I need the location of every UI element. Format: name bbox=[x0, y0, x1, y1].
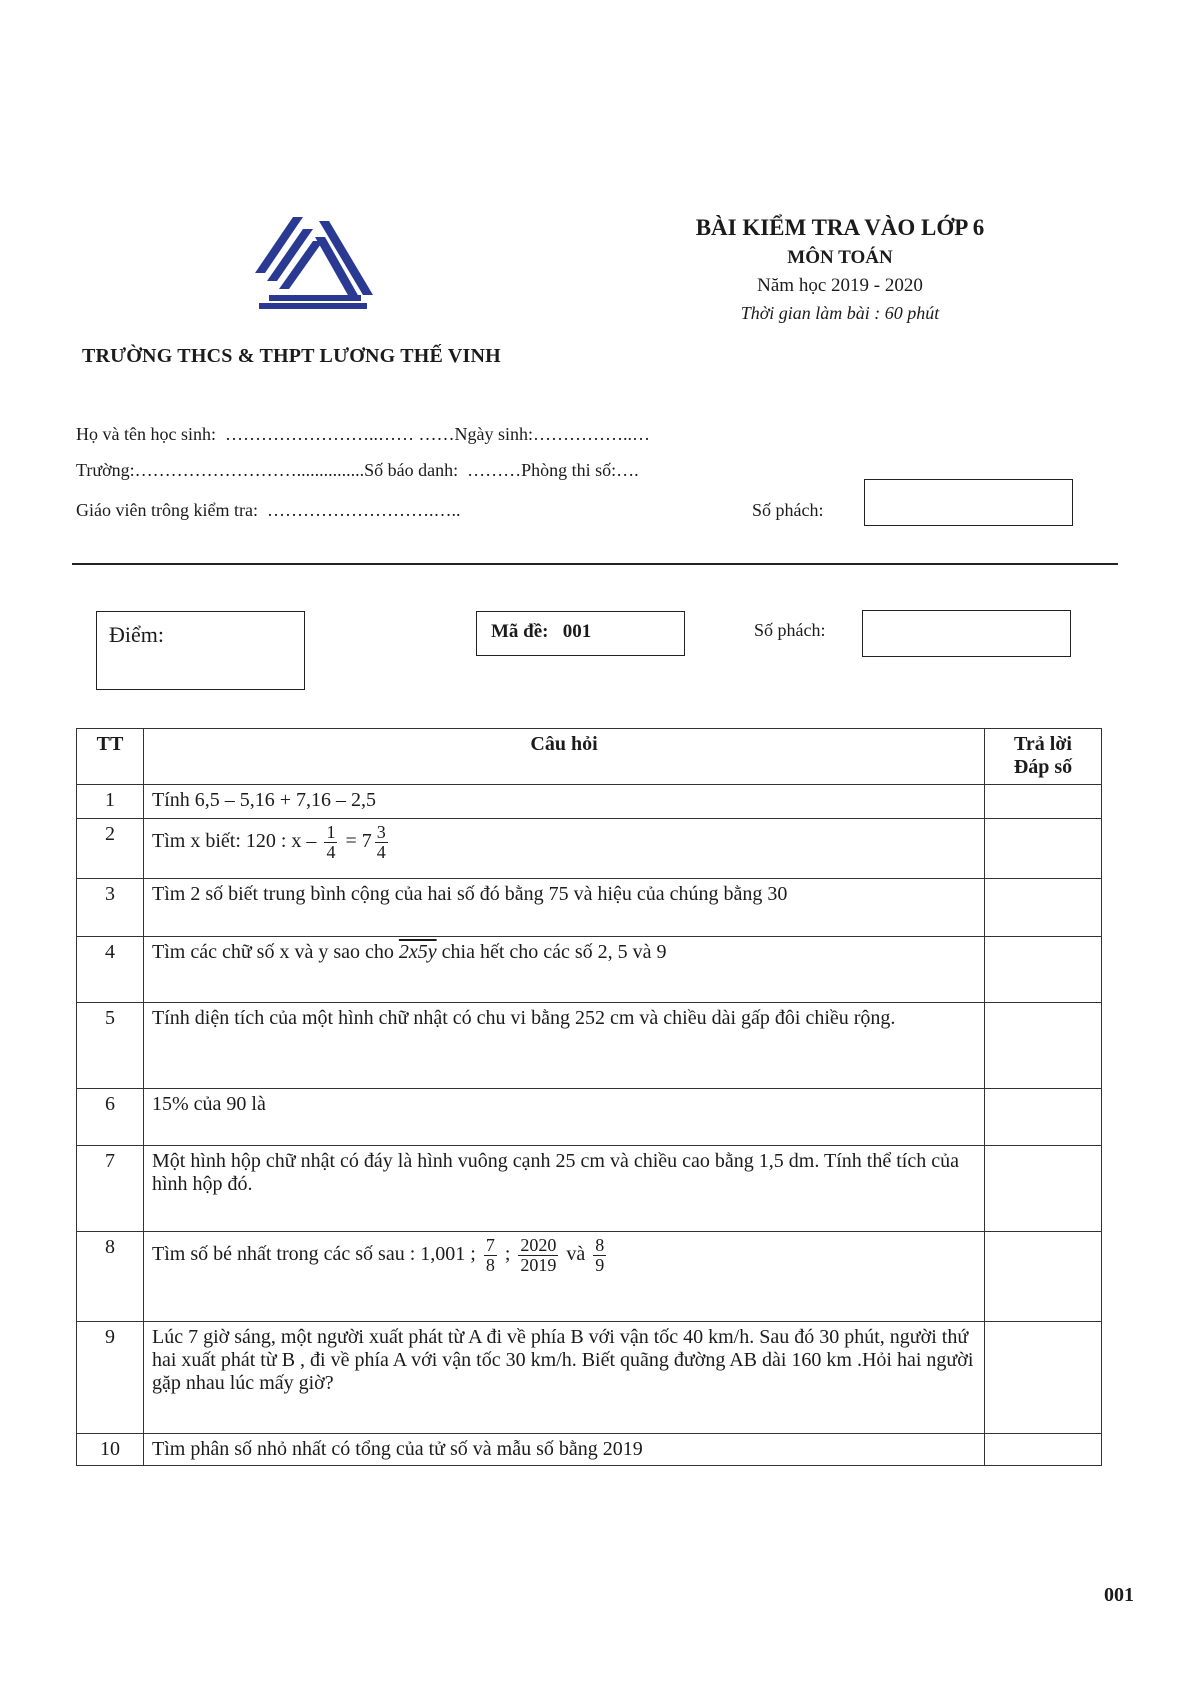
fraction bbox=[593, 1236, 606, 1275]
question-text bbox=[144, 819, 985, 879]
denominator: 4 bbox=[326, 841, 336, 862]
fraction bbox=[375, 823, 388, 862]
question-prefix: Tìm các chữ số x và y sao cho bbox=[152, 941, 394, 963]
row-number: 10 bbox=[77, 1434, 144, 1466]
student-name-line: Họ và tên học sinh: ……………………..…… ……Ngày sinh:……………..… bbox=[76, 424, 650, 444]
school-logo bbox=[255, 215, 375, 315]
separator: ; bbox=[504, 1242, 511, 1265]
so-phach-box-top[interactable] bbox=[864, 479, 1073, 526]
answer-cell[interactable] bbox=[985, 1003, 1102, 1089]
table-row bbox=[77, 937, 1102, 1003]
exam-title: BÀI KIỂM TRA VÀO LỚP 6 bbox=[695, 215, 985, 240]
denominator: 9 bbox=[595, 1254, 605, 1275]
fraction bbox=[324, 823, 337, 862]
question-text: Tính 6,5 – 5,16 + 7,16 – 2,5 bbox=[144, 785, 985, 819]
denominator: 2019 bbox=[520, 1254, 557, 1275]
numerator: 3 bbox=[376, 822, 386, 842]
table-row bbox=[77, 1089, 1102, 1146]
question-text bbox=[144, 1232, 985, 1322]
row-number: 1 bbox=[77, 785, 144, 819]
answer-cell[interactable] bbox=[985, 1322, 1102, 1434]
exam-code-label: Mã đề: bbox=[491, 621, 549, 642]
table-header-row bbox=[77, 729, 1102, 785]
answer-cell[interactable] bbox=[985, 785, 1102, 819]
denominator: 4 bbox=[376, 841, 386, 862]
question-text: Tính diện tích của một hình chữ nhật có chu vi bằng 252 cm và chiều dài gấp đôi chiều rộng. bbox=[144, 1003, 985, 1089]
school-line: Trường:………………………...............Số báo danh: ………Phòng thi số:…. bbox=[76, 460, 639, 480]
question-text: Tìm 2 số biết trung bình cộng của hai số đó bằng 75 và hiệu của chúng bằng 30 bbox=[144, 879, 985, 937]
header-answer-line2: Đáp số bbox=[1013, 756, 1073, 778]
table-row bbox=[77, 1232, 1102, 1322]
exam-code bbox=[491, 621, 591, 643]
answer-cell[interactable] bbox=[985, 819, 1102, 879]
table-row bbox=[77, 879, 1102, 937]
row-number: 3 bbox=[77, 879, 144, 937]
question-text bbox=[144, 937, 985, 1003]
header-answer-line1: Trả lời bbox=[1014, 733, 1072, 755]
table-row bbox=[77, 1322, 1102, 1434]
row-number: 6 bbox=[77, 1089, 144, 1146]
supervisor-line: Giáo viên trông kiểm tra: ……………………….….. bbox=[76, 500, 461, 520]
so-phach-label-bottom: Số phách: bbox=[754, 620, 826, 640]
row-number: 8 bbox=[77, 1232, 144, 1322]
question-mid: = 7 bbox=[345, 829, 372, 852]
table-row bbox=[77, 1146, 1102, 1232]
divider bbox=[72, 563, 1118, 565]
question-text: 15% của 90 là bbox=[144, 1089, 985, 1146]
table-row bbox=[77, 1434, 1102, 1466]
table-row bbox=[77, 819, 1102, 879]
so-phach-box-bottom[interactable] bbox=[862, 610, 1071, 657]
answer-cell[interactable] bbox=[985, 1434, 1102, 1466]
numerator: 7 bbox=[485, 1235, 495, 1255]
subject: MÔN TOÁN bbox=[787, 247, 893, 268]
numerator: 1 bbox=[326, 822, 336, 842]
question-text: Tìm phân số nhỏ nhất có tổng của tử số và mẫu số bằng 2019 bbox=[144, 1434, 985, 1466]
exam-code-box bbox=[476, 611, 685, 656]
table-row bbox=[77, 1003, 1102, 1089]
row-number: 5 bbox=[77, 1003, 144, 1089]
questions-table bbox=[76, 728, 1102, 1466]
question-prefix: Tìm số bé nhất trong các số sau : 1,001 ; bbox=[152, 1242, 476, 1265]
question-prefix: Tìm x biết: 120 : x – bbox=[152, 829, 317, 852]
answer-cell[interactable] bbox=[985, 937, 1102, 1003]
row-number: 9 bbox=[77, 1322, 144, 1434]
answer-cell[interactable] bbox=[985, 1089, 1102, 1146]
question-suffix: chia hết cho các số 2, 5 và 9 bbox=[441, 941, 667, 963]
question-text: Lúc 7 giờ sáng, một người xuất phát từ A đi về phía B với vận tốc 40 km/h. Sau đó 30 phút, người thứ hai xuất phát từ B , đi về phía A với vận tốc 30 km/h. Biết quãng đường AB dài 160 km .Hỏi hai người gặp nhau lúc mấy giờ? bbox=[144, 1322, 985, 1434]
row-number: 2 bbox=[77, 819, 144, 879]
numerator: 2020 bbox=[520, 1235, 557, 1255]
score-box[interactable] bbox=[96, 611, 305, 690]
header-tt: TT bbox=[77, 729, 144, 785]
score-label: Điểm: bbox=[109, 622, 164, 647]
overline-number: 2x5y bbox=[398, 941, 437, 963]
answer-cell[interactable] bbox=[985, 1146, 1102, 1232]
page-code: 001 bbox=[1104, 1584, 1134, 1606]
school-year: Năm học 2019 - 2020 bbox=[757, 275, 923, 296]
exam-title-block bbox=[620, 215, 1060, 324]
header-answer bbox=[985, 729, 1102, 785]
answer-cell[interactable] bbox=[985, 1232, 1102, 1322]
duration: Thời gian làm bài : 60 phút bbox=[740, 303, 940, 323]
row-number: 7 bbox=[77, 1146, 144, 1232]
numerator: 8 bbox=[595, 1235, 605, 1255]
exam-code-value: 001 bbox=[562, 621, 592, 642]
row-number: 4 bbox=[77, 937, 144, 1003]
answer-cell[interactable] bbox=[985, 879, 1102, 937]
fraction bbox=[518, 1236, 558, 1275]
school-name: TRƯỜNG THCS & THPT LƯƠNG THẾ VINH bbox=[82, 345, 501, 367]
fraction bbox=[484, 1236, 497, 1275]
header-question: Câu hỏi bbox=[144, 729, 985, 785]
so-phach-label-top: Số phách: bbox=[752, 500, 824, 520]
conjunction: và bbox=[566, 1242, 586, 1265]
denominator: 8 bbox=[485, 1254, 495, 1275]
table-row bbox=[77, 785, 1102, 819]
question-text: Một hình hộp chữ nhật có đáy là hình vuông cạnh 25 cm và chiều cao bằng 1,5 dm. Tính thể tích của hình hộp đó. bbox=[144, 1146, 985, 1232]
